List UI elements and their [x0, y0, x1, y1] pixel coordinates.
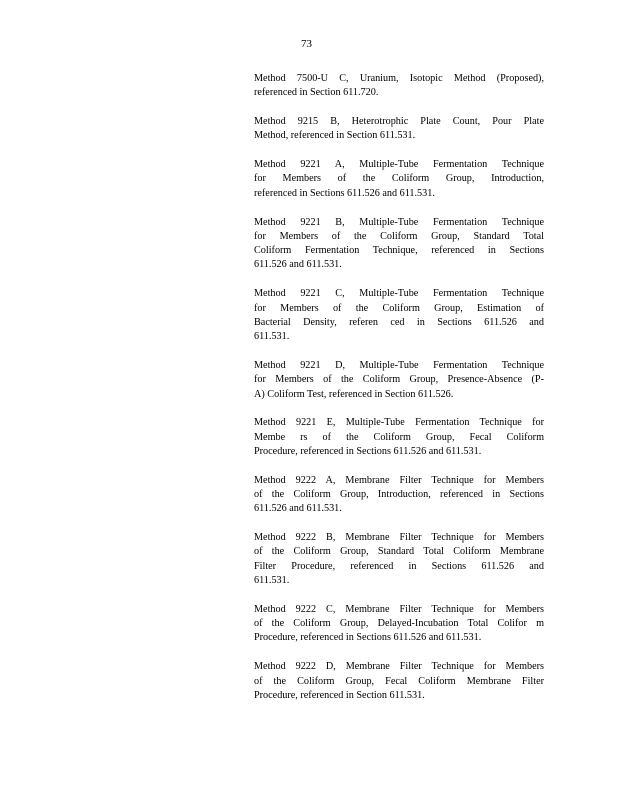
entry-line: Procedure, referenced in Sections 611.526 and 611.531.: [254, 445, 482, 457]
method-entry: [254, 359, 544, 402]
page-number: 73: [301, 38, 312, 50]
entry-line: Method 9221 D, Multiple-Tube Fermentation Technique: [254, 359, 544, 371]
method-entry: [254, 72, 544, 101]
entry-line: 611.531.: [254, 331, 290, 343]
entry-line: Coliform Fermentation Technique, referenced in Sections: [254, 245, 544, 257]
entry-line: Bacterial Density, referen ced in Sections 611.526 and: [254, 316, 544, 328]
entry-line: 611.526 and 611.531.: [254, 503, 342, 515]
entry-line: Method 9221 B, Multiple-Tube Fermentation Technique: [254, 216, 544, 228]
method-entry: [254, 115, 544, 144]
entry-line: of the Coliform Group, Standard Total Coliform Membrane: [254, 546, 544, 558]
method-entry: [254, 158, 544, 201]
method-entry: [254, 474, 544, 517]
entry-line: for Members of the Coliform Group, Estimation of: [254, 302, 544, 314]
entry-line: Method 7500-U C, Uranium, Isotopic Method (Proposed),: [254, 73, 544, 84]
method-entry: [254, 416, 544, 459]
entry-line: for Members of the Coliform Group, Presence-Absence (P-: [254, 374, 544, 386]
entry-line: Method 9221 A, Multiple-Tube Fermentation Technique: [254, 159, 544, 171]
method-entry: [254, 603, 544, 646]
entry-line: A) Coliform Test, referenced in Section 611.526.: [254, 388, 454, 400]
entry-line: Method 9222 B, Membrane Filter Technique for Members: [254, 532, 544, 544]
entry-line: of the Coliform Group, Introduction, referenced in Sections: [254, 489, 544, 501]
entry-line: Procedure, referenced in Section 611.531.: [254, 689, 425, 701]
method-entry: [254, 216, 544, 273]
entry-line: referenced in Section 611.720.: [254, 87, 379, 99]
entry-line: Method 9222 C, Membrane Filter Technique for Members: [254, 603, 544, 615]
entry-line: 611.531.: [254, 575, 290, 587]
entry-line: for Members of the Coliform Group, Introduction,: [254, 173, 544, 185]
method-entry: [254, 531, 544, 588]
entry-line: referenced in Sections 611.526 and 611.531.: [254, 187, 435, 199]
entry-line: Method 9221 C, Multiple-Tube Fermentation Technique: [254, 288, 544, 300]
entry-line: 611.526 and 611.531.: [254, 259, 342, 271]
entry-line: of the Coliform Group, Delayed-Incubation Total Colifor m: [254, 618, 544, 630]
entry-line: Filter Procedure, referenced in Sections 611.526 and: [254, 560, 544, 572]
entry-line: Method 9221 E, Multiple-Tube Fermentation Technique for: [254, 417, 544, 429]
method-entry: [254, 660, 544, 703]
method-entry: [254, 287, 544, 344]
method-reference-list: [254, 72, 544, 718]
entry-line: of the Coliform Group, Fecal Coliform Membrane Filter: [254, 675, 544, 687]
entry-line: Membe rs of the Coliform Group, Fecal Coliform: [254, 431, 544, 443]
entry-line: for Members of the Coliform Group, Standard Total: [254, 230, 544, 242]
entry-line: Procedure, referenced in Sections 611.526 and 611.531.: [254, 632, 482, 644]
entry-line: Method 9222 A, Membrane Filter Technique for Members: [254, 474, 544, 486]
entry-line: Method 9215 B, Heterotrophic Plate Count, Pour Plate: [254, 116, 544, 128]
entry-line: Method, referenced in Section 611.531.: [254, 130, 416, 142]
entry-line: Method 9222 D, Membrane Filter Technique for Members: [254, 661, 544, 673]
